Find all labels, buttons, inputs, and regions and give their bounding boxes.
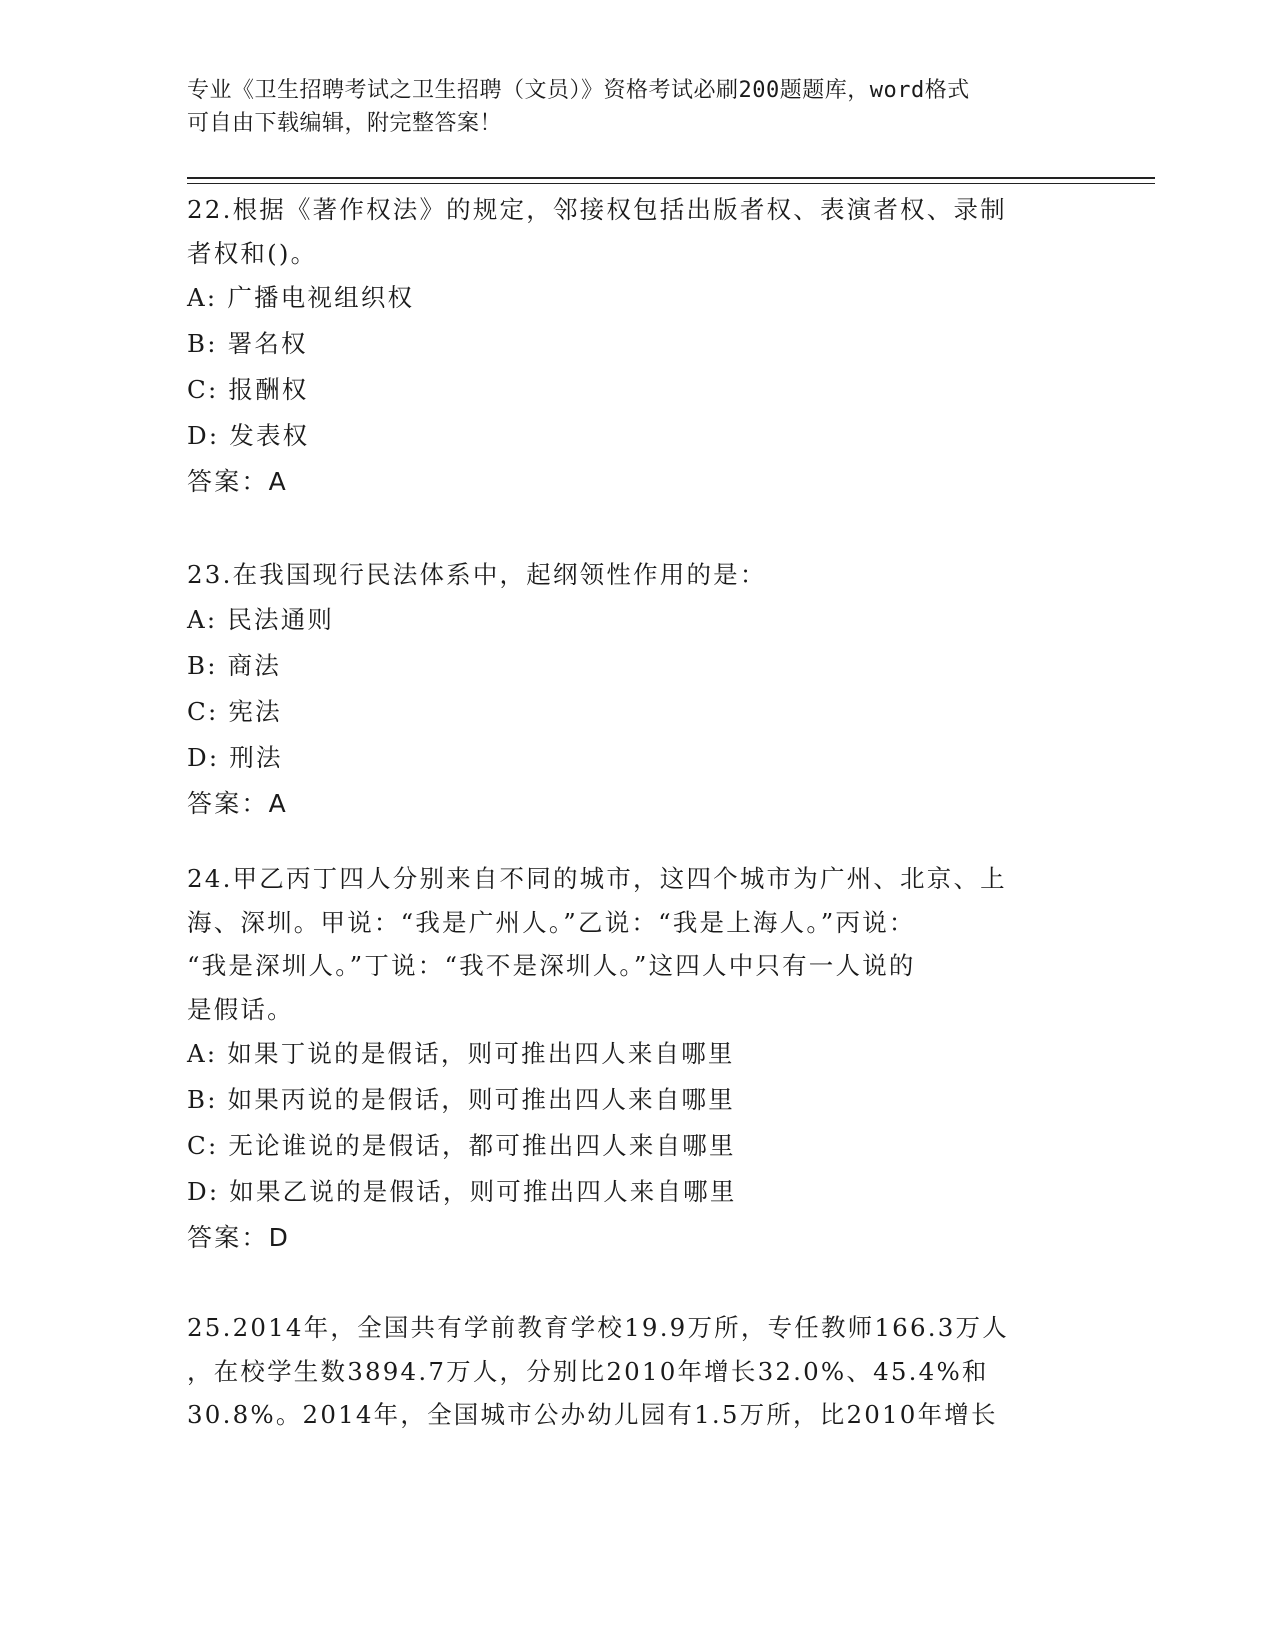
question-23 [187, 553, 1087, 827]
option-c: C: 无论谁说的是假话，都可推出四人来自哪里 [187, 1131, 736, 1160]
question-22 [187, 188, 1087, 505]
question-stem-line: 30.8%。2014年，全国城市公办幼儿园有1.5万所，比2010年增长 [187, 1400, 998, 1429]
question-stem-line: 者权和()。 [187, 238, 318, 268]
answer: 答案：A [187, 467, 288, 496]
option-a: A: 民法通则 [187, 604, 335, 634]
question-stem-line: 23.在我国现行民法体系中，起纲领性作用的是： [187, 560, 767, 589]
option-b: B: 如果丙说的是假话，则可推出四人来自哪里 [187, 1085, 735, 1114]
option-a: A: 如果丁说的是假话，则可推出四人来自哪里 [187, 1039, 735, 1068]
option-c: C: 宪法 [187, 696, 282, 726]
answer: 答案：D [187, 1223, 291, 1252]
option-c: C: 报酬权 [187, 375, 309, 404]
question-stem-line: 海、深圳。甲说：“我是广州人。”乙说：“我是上海人。”丙说： [187, 907, 916, 937]
question-stem-line: 24.甲乙丙丁四人分别来自不同的城市，这四个城市为广州、北京、上 [187, 864, 1007, 893]
option-b: B: 商法 [187, 650, 282, 680]
header-divider-thin [187, 183, 1155, 184]
question-stem-line: 22.根据《著作权法》的规定，邻接权包括出版者权、表演者权、录制 [187, 195, 1007, 224]
question-stem-line: “我是深圳人。”丁说：“我不是深圳人。”这四人中只有一人说的 [187, 951, 916, 980]
option-d: D: 发表权 [187, 421, 310, 450]
question-24 [187, 857, 1087, 1261]
header-line-2: 可自由下载编辑，附完整答案！ [187, 111, 503, 136]
header-line-1: 专业《卫生招聘考试之卫生招聘（文员）》资格考试必刷200题题库，word格式 [187, 78, 970, 103]
question-stem-line: ，在校学生数3894.7万人，分别比2010年增长32.0%、45.4%和 [187, 1356, 989, 1386]
option-d: D: 如果乙说的是假话，则可推出四人来自哪里 [187, 1177, 737, 1206]
document-header [187, 74, 1087, 140]
option-b: B: 署名权 [187, 329, 308, 358]
option-d: D: 刑法 [187, 742, 283, 772]
question-stem-line: 是假话。 [187, 994, 294, 1024]
option-a: A: 广播电视组织权 [187, 283, 415, 312]
question-25 [187, 1306, 1087, 1437]
question-stem-line: 25.2014年，全国共有学前教育学校19.9万所，专任教师166.3万人 [187, 1313, 1009, 1342]
answer: 答案：A [187, 788, 288, 818]
header-divider-thick [187, 177, 1155, 179]
